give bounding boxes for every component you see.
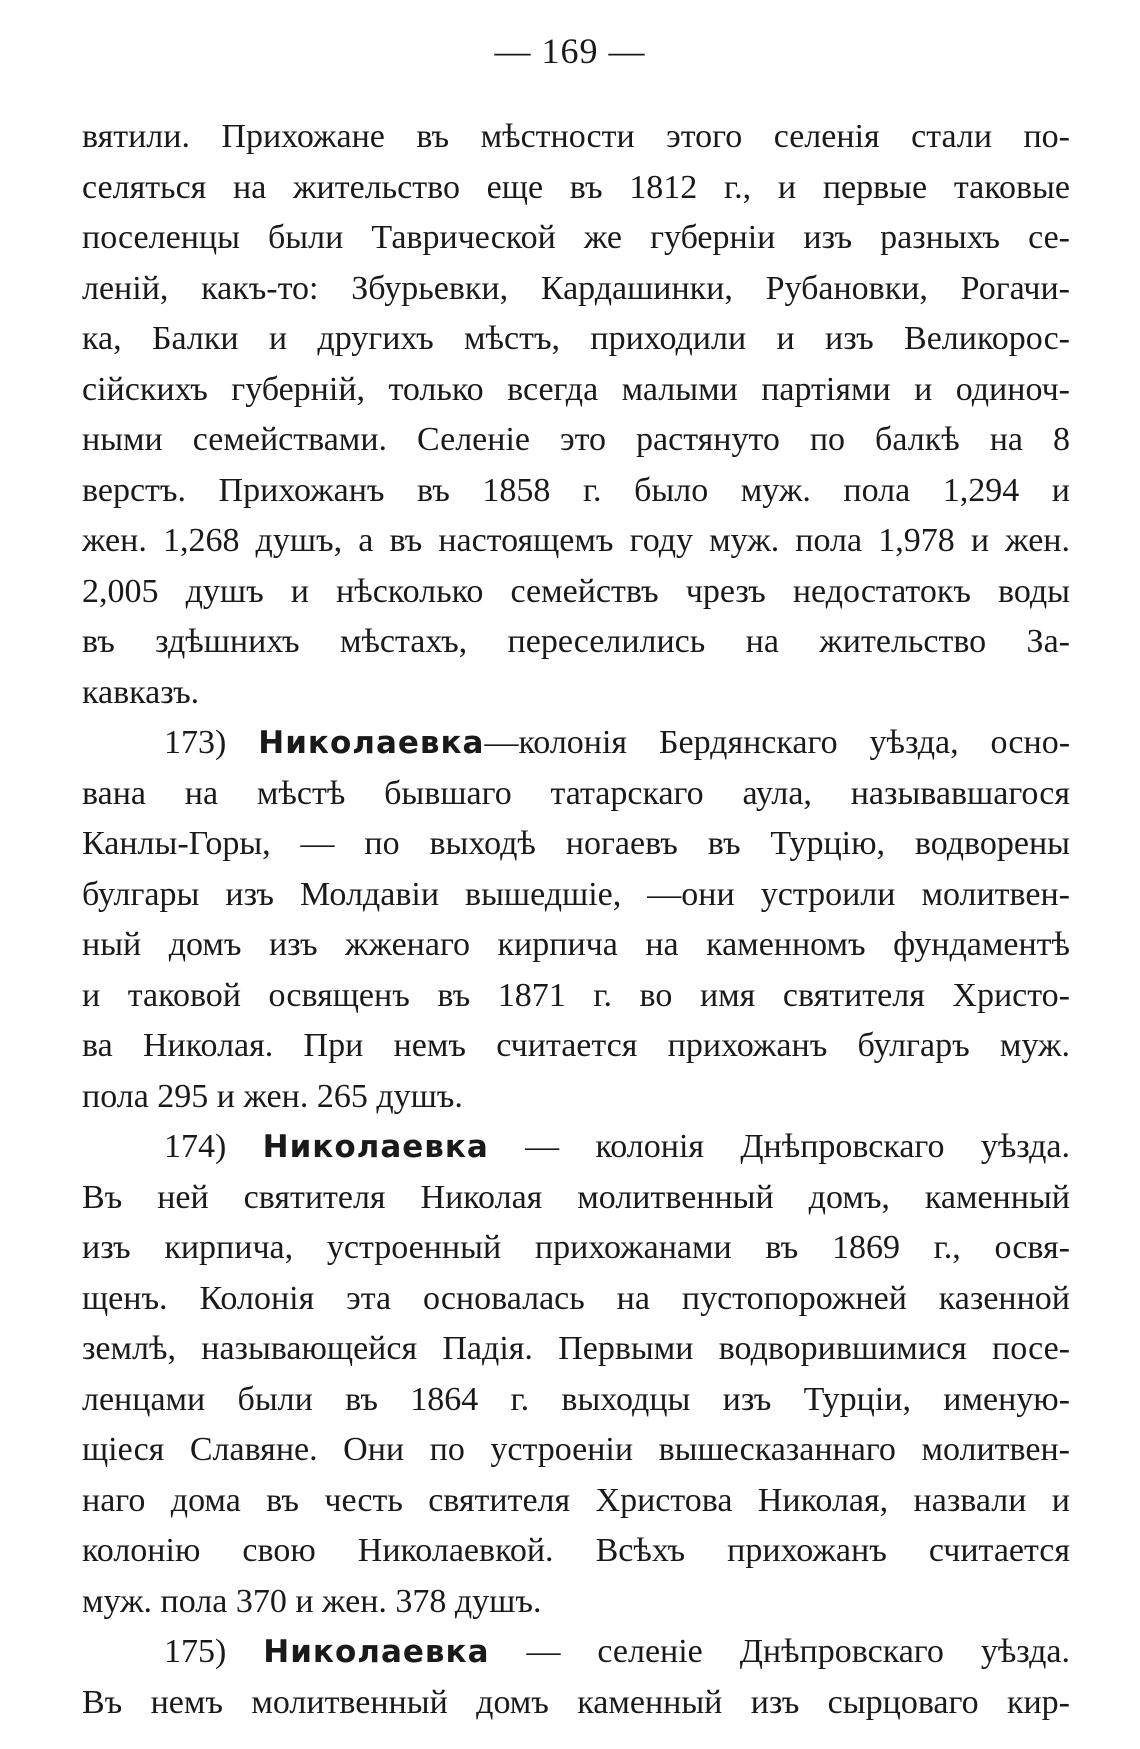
text-line: булгары изъ Молдавіи вышедшіе, —они устроили молитвен-	[82, 875, 1070, 913]
entry-title: Николаевка	[262, 1129, 489, 1165]
entry-first-line	[82, 1627, 1070, 1678]
text-line: Канлы-Горы, — по выходѣ ногаевъ въ Турцію, водворены	[82, 825, 1070, 862]
text-line: колонію свою Николаевкой. Всѣхъ прихожанъ считается	[82, 1532, 1070, 1569]
text-line: муж. пола 370 и жен. 378 душъ.	[82, 1582, 542, 1620]
text-line: 2,005 душъ и нѣсколько семействъ чрезъ недостатокъ воды	[82, 572, 1070, 610]
entry-text: —колонія Бердянскаго уѣзда, осно-	[484, 724, 1070, 761]
text-line: въ здѣшнихъ мѣстахъ, переселились на жительство За-	[82, 623, 1070, 660]
text-line: Въ ней святителя Николая молитвенный домъ, каменный	[82, 1178, 1070, 1216]
text-line: щенъ. Колонія эта основалась на пустопорожней казенной	[82, 1279, 1070, 1317]
entry-number: 174)	[164, 1128, 227, 1165]
entry-first-line	[82, 718, 1070, 769]
text-line: сійскихъ губерній, только всегда малыми партіями и одиноч-	[82, 370, 1070, 408]
body-text	[82, 112, 1070, 1728]
text-line: землѣ, называющейся Падія. Первыми водворившимися посе-	[82, 1330, 1070, 1367]
text-line: вана на мѣстѣ бывшаго татарскаго аула, называвшагося	[82, 774, 1070, 812]
entry-number: 175)	[164, 1633, 227, 1670]
text-line: селяться на жительство еще въ 1812 г., и первые таковые	[82, 168, 1070, 206]
text-line: ными семействами. Селеніе это растянуто по балкѣ на 8	[82, 421, 1070, 458]
text-line: изъ кирпича, устроенный прихожанами въ 1869 г., освя-	[82, 1229, 1070, 1266]
text-line: леній, какъ-то: Збурьевки, Кардашинки, Рубановки, Рогачи-	[82, 269, 1070, 307]
entry-title: Николаевка	[258, 725, 485, 761]
text-line: жен. 1,268 душъ, а въ настоящемъ году муж. пола 1,978 и жен.	[82, 522, 1070, 559]
text-line: и таковой освященъ въ 1871 г. во имя святителя Христо-	[82, 976, 1070, 1014]
text-line: ный домъ изъ жженаго кирпича на каменномъ фундаментѣ	[82, 926, 1070, 963]
entry-text: — колонія Днѣпровскаго уѣзда.	[488, 1128, 1070, 1165]
text-line: наго дома въ честь святителя Христова Николая, назвали и	[82, 1481, 1070, 1519]
text-line: ва Николая. При немъ считается прихожанъ булгаръ муж.	[82, 1027, 1070, 1064]
text-line: ка, Балки и другихъ мѣстъ, приходили и изъ Великорос-	[82, 320, 1070, 357]
text-line: кавказъ.	[82, 673, 200, 711]
text-line: вятили. Прихожане въ мѣстности этого селенія стали по-	[82, 118, 1070, 155]
page-number: — 169 —	[494, 31, 646, 71]
text-line: верстъ. Прихожанъ въ 1858 г. было муж. пола 1,294 и	[82, 471, 1070, 509]
entry-text: — селеніе Днѣпровскаго уѣзда.	[489, 1633, 1070, 1670]
entry-first-line	[82, 1122, 1070, 1173]
text-line: пола 295 и жен. 265 душъ.	[82, 1077, 463, 1115]
text-line: ленцами были въ 1864 г. выходцы изъ Турціи, именую-	[82, 1380, 1070, 1418]
entry-title: Николаевка	[263, 1634, 490, 1670]
text-line: поселенцы были Таврической же губерніи изъ разныхъ се-	[82, 219, 1070, 256]
text-line: щіеся Славяне. Они по устроеніи вышесказаннаго молитвен-	[82, 1431, 1070, 1468]
text-line: Въ немъ молитвенный домъ каменный изъ сырцоваго кир-	[82, 1683, 1070, 1721]
entry-number: 173)	[164, 724, 227, 761]
